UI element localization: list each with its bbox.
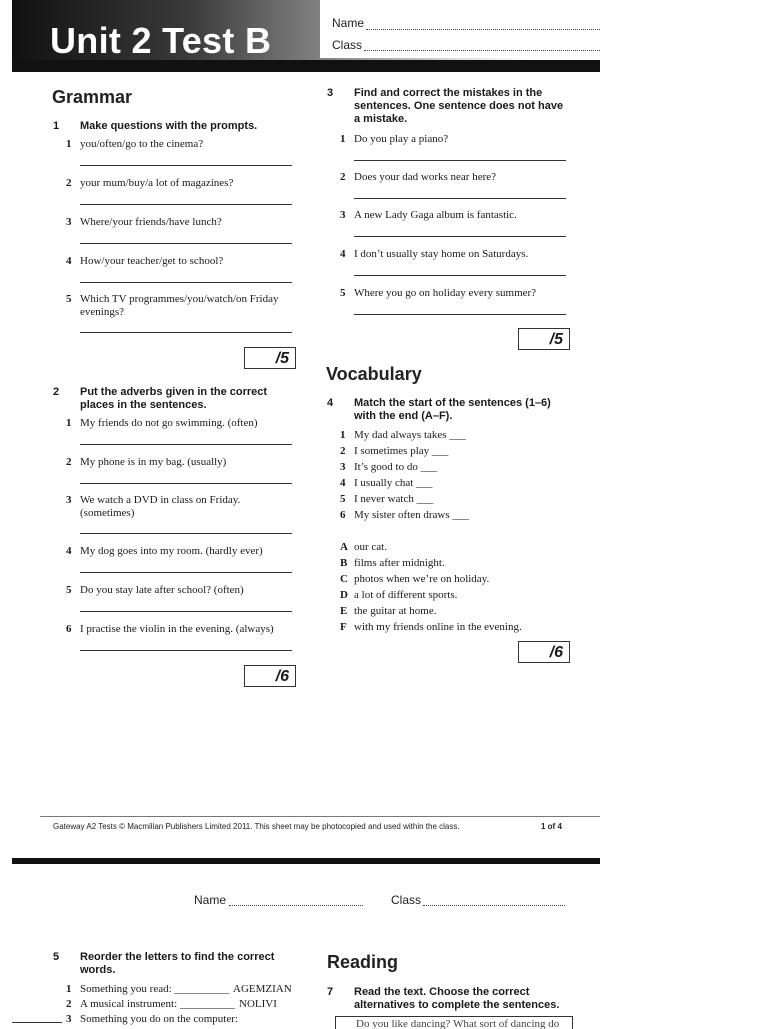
list-item: 5 — [340, 287, 346, 299]
exercise-2-number: 2 — [53, 386, 60, 398]
grammar-heading: Grammar — [52, 87, 133, 107]
name-field[interactable] — [366, 28, 600, 30]
exercise-7-instruction: Read the text. Choose the correct — [354, 986, 530, 998]
list-item-text: I sometimes play ___ — [354, 445, 449, 457]
class-label: Class — [332, 38, 363, 52]
answer-line[interactable] — [80, 243, 292, 244]
answer-line[interactable] — [80, 332, 292, 333]
list-item-text: A musical instrument: __________ — [80, 998, 235, 1010]
margin-rule — [12, 1022, 62, 1023]
name-label: Name — [332, 16, 365, 30]
list-item: 3 — [340, 209, 346, 221]
answer-line[interactable] — [354, 275, 566, 276]
score-box: /6 — [518, 641, 570, 663]
exercise-1-number: 1 — [53, 120, 60, 132]
exercise-7-instruction-cont: alternatives to complete the sentences. — [354, 999, 560, 1011]
list-item: 5 — [66, 584, 72, 596]
list-item: C — [340, 573, 348, 585]
exercise-3-instruction-cont: sentences. One sentence does not have — [354, 100, 564, 112]
list-item: 3 — [66, 1013, 72, 1025]
list-item: 6 — [66, 623, 72, 635]
exercise-3-instruction: Find and correct the mistakes in the — [354, 87, 543, 99]
reading-text-box — [335, 1016, 573, 1029]
vocabulary-heading: Vocabulary — [326, 364, 422, 384]
list-item-text: with my friends online in the evening. — [354, 621, 522, 633]
page2-class-field[interactable] — [423, 904, 565, 906]
list-item: 2 — [66, 456, 72, 468]
list-item: 4 — [66, 545, 72, 557]
answer-line[interactable] — [80, 572, 292, 573]
class-field[interactable] — [364, 49, 600, 51]
page2-name-field[interactable] — [229, 904, 363, 906]
list-item: 4 — [340, 477, 346, 489]
list-item-text: photos when we’re on holiday. — [354, 573, 490, 585]
list-item-text: My friends do not go swimming. (often) — [80, 417, 258, 429]
footer-rule — [40, 816, 600, 817]
exercise-3-instruction-cont: a mistake. — [354, 113, 408, 125]
list-item: E — [340, 605, 348, 617]
answer-line[interactable] — [80, 533, 292, 534]
score-box: /6 — [244, 665, 296, 687]
list-item: 3 — [66, 494, 72, 506]
answer-line[interactable] — [354, 160, 566, 161]
list-item-text-cont: evenings? — [80, 306, 124, 318]
exercise-4-instruction: Match the start of the sentences (1–6) — [354, 397, 551, 409]
exercise-5-number: 5 — [53, 951, 60, 963]
list-item-text: Which TV programmes/you/watch/on Friday — [80, 293, 279, 305]
list-item-text: I don’t usually stay home on Saturdays. — [354, 248, 529, 260]
answer-line[interactable] — [354, 314, 566, 315]
list-item-text: Something you do on the computer: — [80, 1013, 238, 1025]
list-item: 3 — [66, 216, 72, 228]
page2-name-label: Name — [194, 893, 227, 907]
exercise-7-number: 7 — [327, 986, 334, 998]
list-item-text: Something you read: __________ — [80, 983, 230, 995]
list-item-text: the guitar at home. — [354, 605, 437, 617]
exercise-4-number: 4 — [327, 397, 334, 409]
list-item: D — [340, 589, 348, 601]
list-item: 1 — [66, 417, 72, 429]
list-item: 3 — [340, 461, 346, 473]
scrambled-word: AGEMZIAN — [233, 983, 292, 995]
list-item: 5 — [340, 493, 346, 505]
list-item: 1 — [66, 138, 72, 150]
exercise-3-number: 3 — [327, 87, 334, 99]
answer-line[interactable] — [354, 236, 566, 237]
list-item-text: Does your dad works near here? — [354, 171, 497, 183]
list-item-text-cont: (sometimes) — [80, 507, 135, 519]
list-item-text: My sister often draws ___ — [354, 509, 469, 521]
page-title: Unit 2 Test B — [50, 20, 272, 61]
answer-line[interactable] — [80, 444, 292, 445]
exercise-2-instruction-cont: places in the sentences. — [80, 399, 207, 411]
answer-line[interactable] — [80, 483, 292, 484]
exercise-5-instruction-cont: words. — [80, 964, 116, 976]
score-box: /5 — [518, 328, 570, 350]
list-item: 6 — [340, 509, 346, 521]
exercise-1-instruction: Make questions with the prompts. — [80, 120, 258, 132]
list-item: 2 — [340, 171, 346, 183]
answer-line[interactable] — [354, 198, 566, 199]
score-box: /5 — [244, 347, 296, 369]
list-item: 2 — [66, 177, 72, 189]
list-item-text: our cat. — [354, 541, 387, 553]
list-item: 5 — [66, 293, 72, 305]
reading-heading: Reading — [327, 952, 399, 972]
page2-class-label: Class — [391, 893, 422, 907]
page-number: 1 of 4 — [541, 822, 562, 831]
answer-line[interactable] — [80, 650, 292, 651]
list-item-text: I never watch ___ — [354, 493, 434, 505]
page2-top-rule — [12, 858, 600, 864]
list-item-text: Do you play a piano? — [354, 133, 449, 145]
list-item-text: you/often/go to the cinema? — [80, 138, 204, 150]
answer-line[interactable] — [80, 204, 292, 205]
list-item: F — [340, 621, 347, 633]
list-item: 2 — [66, 998, 72, 1010]
list-item-text: your mum/buy/a lot of magazines? — [80, 177, 234, 189]
list-item-text: a lot of different sports. — [354, 589, 458, 601]
list-item-text: Where/your friends/have lunch? — [80, 216, 222, 228]
list-item-text: My dog goes into my room. (hardly ever) — [80, 545, 263, 557]
list-item-text: It’s good to do ___ — [354, 461, 438, 473]
list-item-text: films after midnight. — [354, 557, 445, 569]
list-item-text: My dad always takes ___ — [354, 429, 466, 441]
list-item: 1 — [340, 133, 346, 145]
answer-line[interactable] — [80, 611, 292, 612]
list-item-text: We watch a DVD in class on Friday. — [80, 494, 241, 506]
answer-line[interactable] — [80, 165, 292, 166]
list-item: 1 — [66, 983, 72, 995]
list-item-text: I practise the violin in the evening. (always) — [80, 623, 274, 635]
footer-copyright: Gateway A2 Tests © Macmillan Publishers Limited 2011. This sheet may be photocopied and used within the class. — [53, 822, 460, 831]
list-item: 2 — [340, 445, 346, 457]
list-item-text: How/your teacher/get to school? — [80, 255, 224, 267]
list-item-text: My phone is in my bag. (usually) — [80, 456, 227, 468]
reading-text: Do you like dancing? What sort of dancing do — [356, 1018, 560, 1029]
list-item: 4 — [340, 248, 346, 260]
list-item-text: A new Lady Gaga album is fantastic. — [354, 209, 517, 221]
list-item: B — [340, 557, 348, 569]
exercise-2-instruction: Put the adverbs given in the correct — [80, 386, 268, 398]
list-item-text: Do you stay late after school? (often) — [80, 584, 244, 596]
answer-line[interactable] — [80, 282, 292, 283]
scrambled-word: NOLIVI — [239, 998, 277, 1010]
list-item: 1 — [340, 429, 346, 441]
exercise-5-instruction: Reorder the letters to find the correct — [80, 951, 275, 963]
list-item: A — [340, 541, 348, 553]
list-item-text: I usually chat ___ — [354, 477, 433, 489]
list-item: 4 — [66, 255, 72, 267]
list-item-text: Where you go on holiday every summer? — [354, 287, 537, 299]
exercise-4-instruction-cont: with the end (A–F). — [354, 410, 453, 422]
